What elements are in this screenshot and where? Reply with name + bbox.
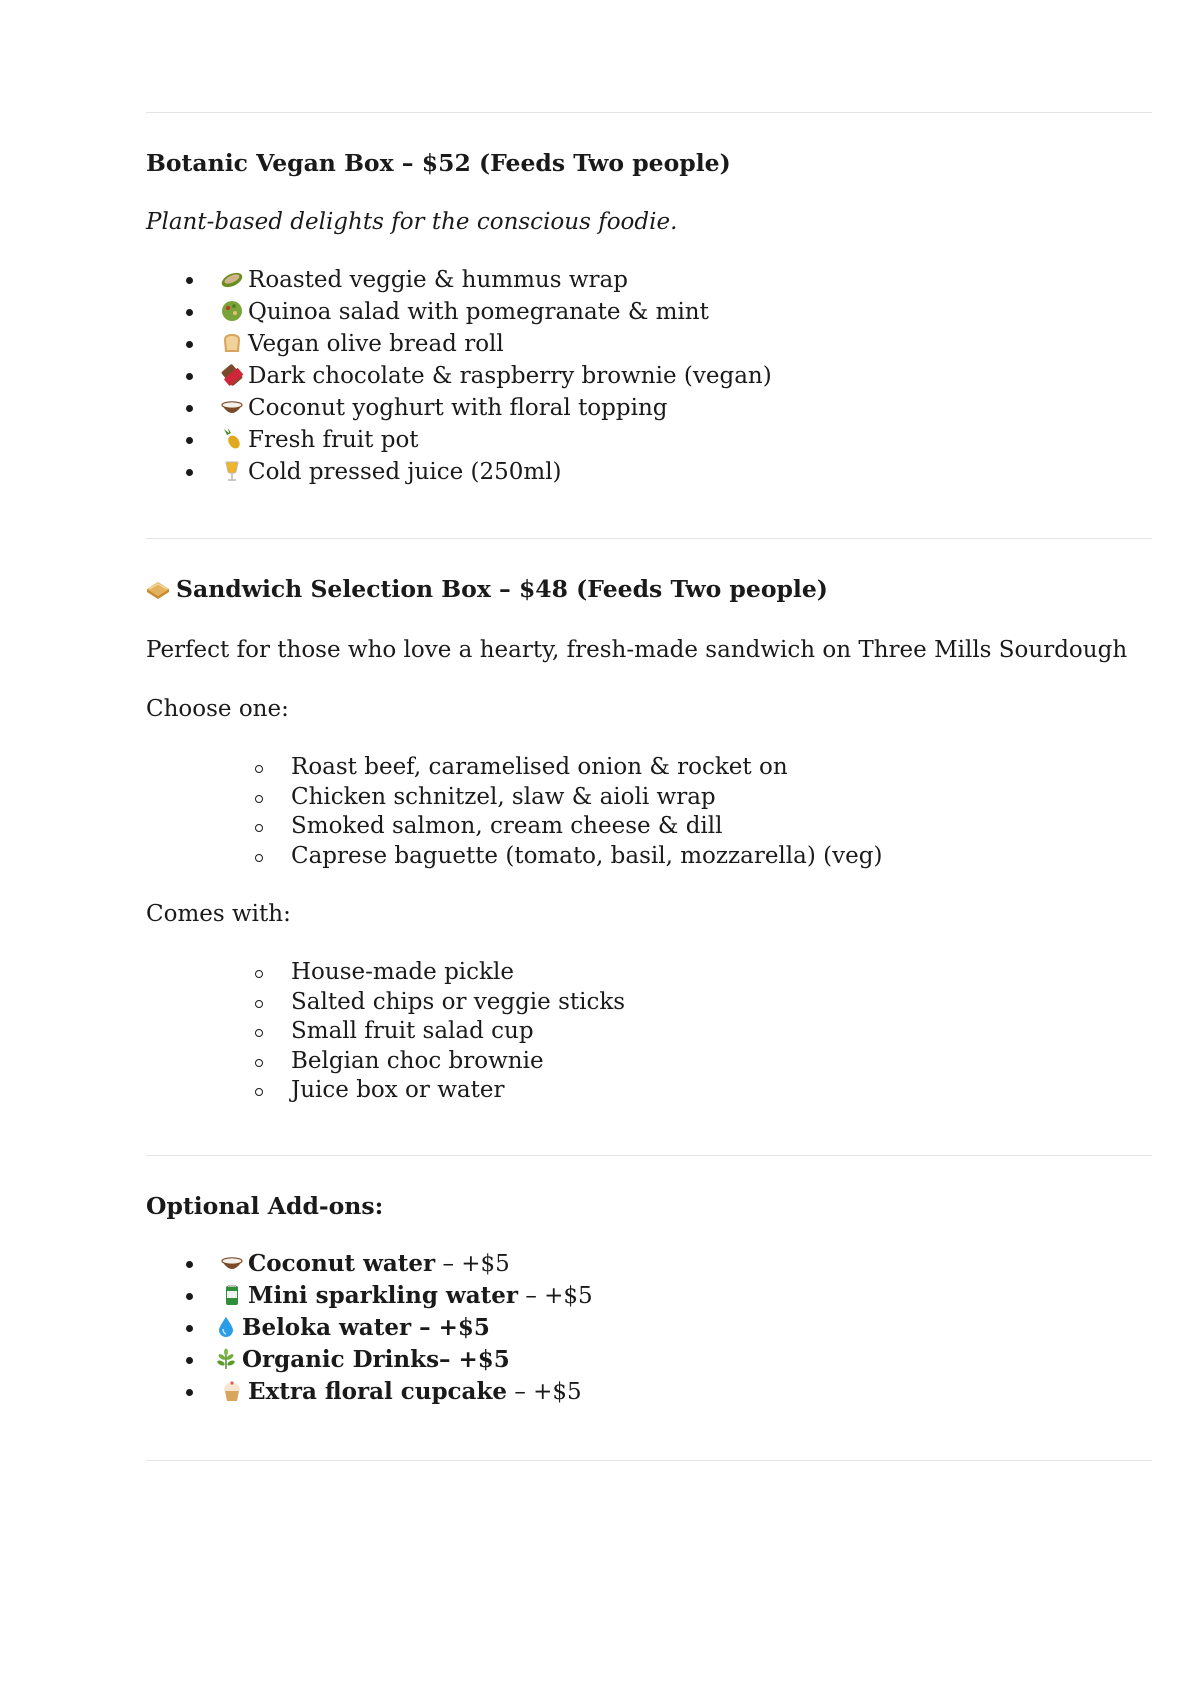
list-item bbox=[146, 753, 882, 783]
item-label: Coconut yoghurt with floral topping bbox=[248, 395, 668, 421]
salad-icon bbox=[220, 299, 244, 323]
chocolate-icon bbox=[220, 363, 244, 387]
addons-title: Optional Add-ons: bbox=[146, 1192, 384, 1220]
choose-one-label: Choose one: bbox=[146, 696, 289, 722]
list-item bbox=[146, 988, 625, 1018]
item-label: Quinoa salad with pomegranate & mint bbox=[248, 299, 709, 325]
list-item bbox=[146, 1344, 593, 1376]
item-label: Belgian choc brownie bbox=[291, 1047, 544, 1074]
list-item bbox=[146, 783, 882, 813]
list-item bbox=[146, 958, 625, 988]
item-label: Caprese baguette (tomato, basil, mozzarella) (veg) bbox=[291, 842, 883, 869]
list-item bbox=[146, 360, 772, 392]
list-item bbox=[146, 296, 772, 328]
list-item bbox=[146, 842, 882, 872]
list-item bbox=[146, 392, 772, 424]
comes-with-label: Comes with: bbox=[146, 901, 291, 927]
botanic-box-title: Botanic Vegan Box – $52 (Feeds Two people) bbox=[146, 149, 731, 177]
wrap-icon bbox=[220, 267, 244, 291]
addon-name: Organic Drinks– +$5 bbox=[242, 1346, 510, 1373]
item-label: Smoked salmon, cream cheese & dill bbox=[291, 813, 723, 839]
cupcake-icon bbox=[220, 1379, 244, 1403]
bread-icon bbox=[220, 331, 244, 355]
bullet bbox=[186, 373, 193, 380]
item-label: Fresh fruit pot bbox=[248, 427, 419, 453]
bullet bbox=[255, 970, 263, 978]
bullet bbox=[255, 795, 263, 803]
list-item bbox=[146, 812, 882, 842]
bullet bbox=[186, 469, 193, 476]
bullet bbox=[186, 405, 193, 412]
soda-can-icon bbox=[220, 1283, 244, 1307]
sandwich-icon bbox=[146, 577, 170, 601]
coconut-icon bbox=[220, 395, 244, 419]
addon-price: – +$5 bbox=[435, 1251, 510, 1277]
divider bbox=[146, 538, 1152, 539]
bullet bbox=[186, 1389, 193, 1396]
water-drop-icon bbox=[214, 1315, 238, 1339]
sandwich-comes-with bbox=[146, 958, 625, 1106]
coconut-icon bbox=[220, 1251, 244, 1275]
bullet bbox=[255, 854, 263, 862]
list-item bbox=[146, 1248, 593, 1280]
addon-name: Extra floral cupcake bbox=[248, 1378, 508, 1405]
item-label: Cold pressed juice (250ml) bbox=[248, 459, 562, 485]
addon-name: Coconut water bbox=[248, 1250, 436, 1277]
list-item bbox=[146, 1076, 625, 1106]
bullet bbox=[186, 1293, 193, 1300]
bullet bbox=[186, 437, 193, 444]
list-item bbox=[146, 456, 772, 488]
list-item bbox=[146, 1047, 625, 1077]
addons-list bbox=[146, 1248, 593, 1408]
item-label: Roast beef, caramelised onion & rocket on bbox=[291, 754, 788, 780]
botanic-box-tagline: Plant-based delights for the conscious foodie. bbox=[146, 209, 678, 235]
bullet bbox=[255, 824, 263, 832]
pineapple-icon bbox=[220, 427, 244, 451]
list-item bbox=[146, 1017, 625, 1047]
bullet bbox=[186, 341, 193, 348]
list-item bbox=[146, 424, 772, 456]
list-item bbox=[146, 1376, 593, 1408]
bullet bbox=[186, 309, 193, 316]
sandwich-box-heading bbox=[146, 574, 828, 604]
bullet bbox=[255, 1029, 263, 1037]
bullet bbox=[186, 1325, 193, 1332]
bullet bbox=[255, 1000, 263, 1008]
bullet bbox=[255, 765, 263, 773]
list-item bbox=[146, 1280, 593, 1312]
juice-glass-icon bbox=[220, 459, 244, 483]
item-label: Roasted veggie & hummus wrap bbox=[248, 267, 628, 293]
list-item bbox=[146, 1312, 593, 1344]
item-label: Chicken schnitzel, slaw & aioli wrap bbox=[291, 783, 716, 810]
herb-icon bbox=[214, 1347, 238, 1371]
divider bbox=[146, 1155, 1152, 1156]
sandwich-box-description: Perfect for those who love a hearty, fresh-made sandwich on Three Mills Sourdough bbox=[146, 637, 1128, 663]
addon-name: Mini sparkling water bbox=[248, 1282, 519, 1309]
bullet bbox=[255, 1059, 263, 1067]
item-label: House-made pickle bbox=[291, 959, 514, 985]
item-label: Salted chips or veggie sticks bbox=[291, 988, 626, 1015]
item-label: Juice box or water bbox=[291, 1077, 505, 1103]
list-item bbox=[146, 328, 772, 360]
addon-price: – +$5 bbox=[507, 1379, 582, 1405]
divider bbox=[146, 1460, 1152, 1461]
bullet bbox=[255, 1088, 263, 1096]
bullet bbox=[186, 1261, 193, 1268]
item-label: Small fruit salad cup bbox=[291, 1018, 534, 1044]
sandwich-box-title: Sandwich Selection Box – $48 (Feeds Two people) bbox=[176, 575, 828, 603]
botanic-box-items bbox=[146, 264, 772, 488]
item-label: Dark chocolate & raspberry brownie (vegan) bbox=[248, 363, 772, 389]
addon-price: – +$5 bbox=[518, 1283, 593, 1309]
addon-name: Beloka water – +$5 bbox=[242, 1314, 490, 1341]
bullet bbox=[186, 1357, 193, 1364]
bullet bbox=[186, 277, 193, 284]
list-item bbox=[146, 264, 772, 296]
item-label: Vegan olive bread roll bbox=[248, 331, 504, 357]
divider bbox=[146, 112, 1152, 113]
sandwich-choices bbox=[146, 753, 882, 871]
